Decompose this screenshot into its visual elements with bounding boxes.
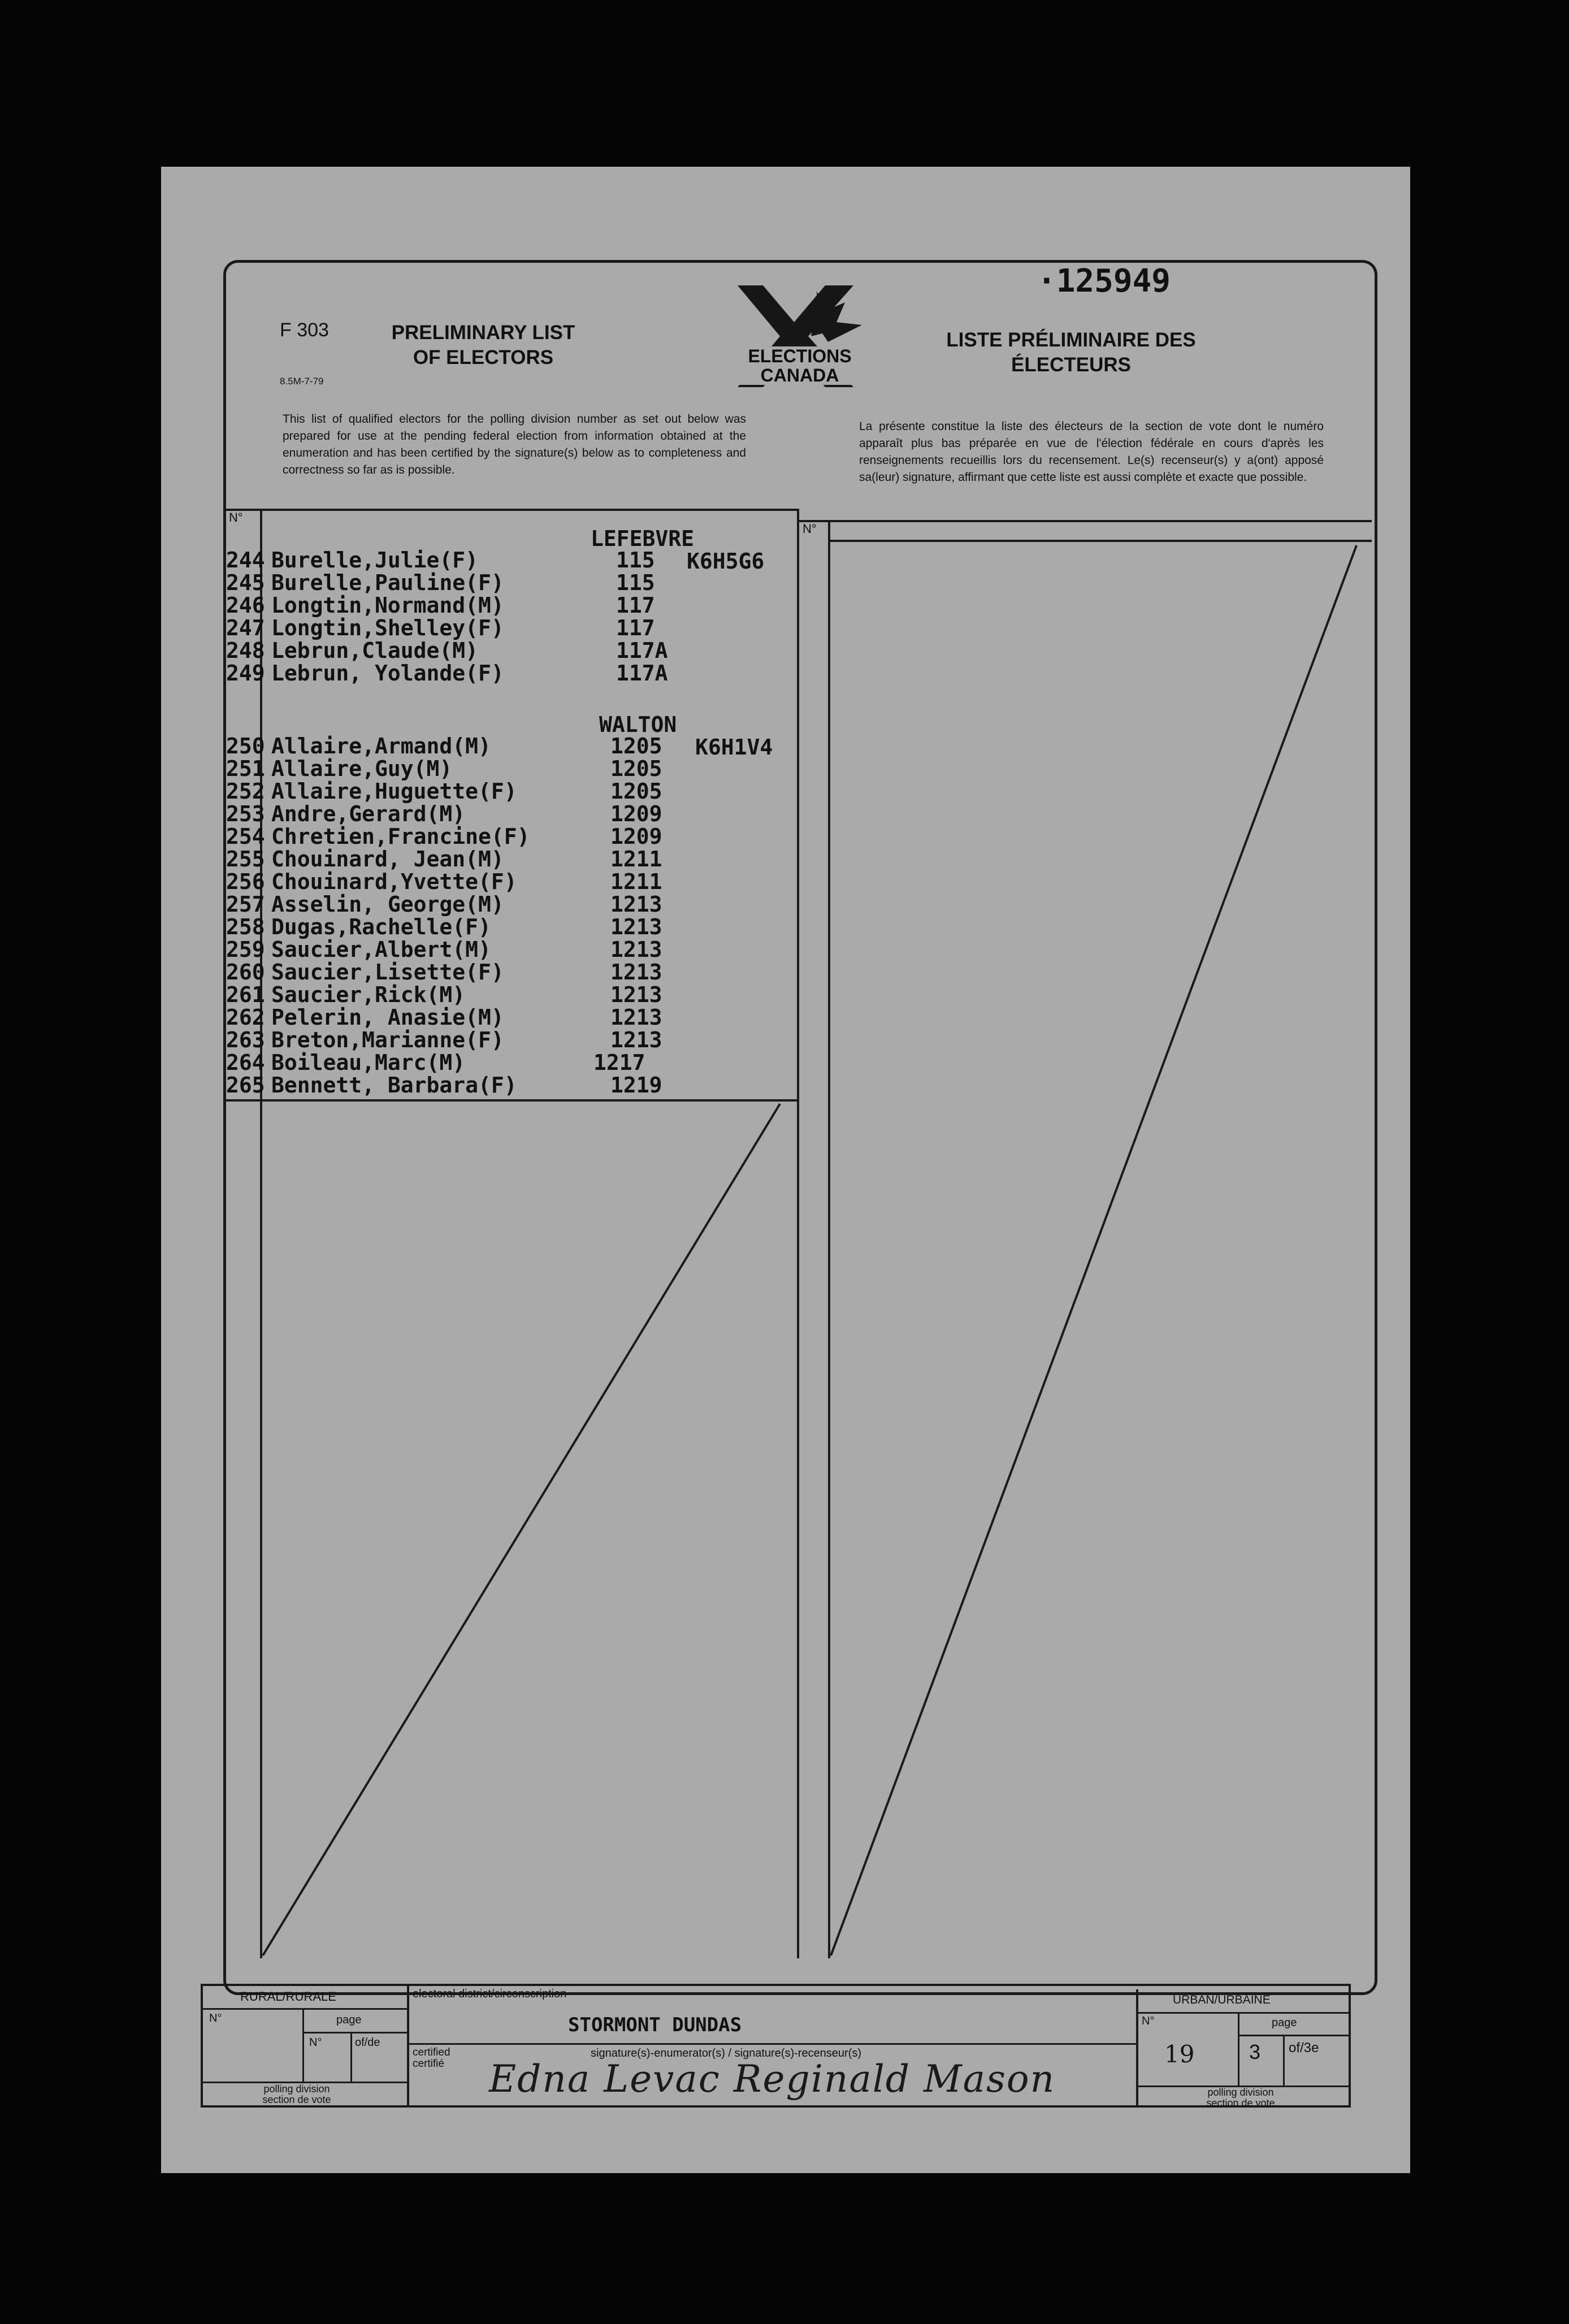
footer-urban-col [1238,2012,1239,2085]
footer-district-line [407,2043,1136,2045]
enumerator-signature: Edna Levac Reginald Mason [489,2057,1056,2101]
intro-french: La présente constitue la liste des électeurs de la section de vote dont le numéro apparaît plus bas préparée en vue de l'élection fédérale en cours d'après les renseignements recueillis lors du recensement. Le(s) recenseur(s) y a(ont) apposé sa(leur) signature, affirmant que cette liste est aussi complète et exacte que possible. [859,420,1324,484]
rural-no-label: N° [209,2012,222,2024]
signature-label: signature(s)-enumerator(s) / signature(s)-recenseur(s) [591,2047,862,2059]
logo-text: ELECTIONS CANADA [738,346,862,385]
street-name-walton: WALTON [599,712,677,737]
form-number: F 303 [280,319,329,341]
footer-bottom-line [201,2105,1351,2108]
footer-urban-subline [1136,2012,1351,2014]
form-code: 8.5M-7-79 [280,376,324,387]
footer-urban-divider [1136,1989,1138,2108]
cancel-diagonal-right [831,545,1356,1956]
col-header-no-right: N° [803,522,817,536]
footer-rural-col-2 [350,2032,352,2082]
postal-code-walton: K6H1V4 [695,735,773,760]
footer-left-edge [201,1984,203,2108]
urban-label: URBAN/URBAINE [1173,1993,1271,2006]
rural-label: RURAL/RURALE [240,1989,336,2004]
footer-rural-divider [407,1984,409,2108]
postal-code-lefebvre: K6H5G6 [687,549,765,574]
cancel-diagonal-left [263,1104,780,1956]
district-value: STORMONT DUNDAS [568,2014,742,2036]
rural-polling-label: polling division section de vote [262,2083,331,2105]
title-english: PRELIMINARY LIST OF ELECTORS [391,322,575,368]
col-header-no-left: N° [229,510,243,524]
street-name-lefebvre: LEFEBVRE [591,526,695,551]
footer-urban-col-2 [1283,2035,1285,2085]
rural-page-no-label: N° [309,2036,322,2049]
rural-of-label: of/de [355,2036,380,2049]
cancellation-strokes [161,167,1410,2173]
footer-rural-col [302,2008,304,2082]
footer-right-edge [1349,1984,1351,2108]
urban-page-no: 3 [1249,2040,1261,2063]
urban-of-label: of/3e [1289,2040,1319,2056]
certified-label: certified certifié [413,2046,450,2070]
urban-page-label: page [1272,2017,1297,2029]
footer-top-line [201,1984,1351,1986]
footer-rural-row [302,2032,407,2034]
electors-list-form: ·125949 F 303 8.5M-7-79 PRELIMINARY LIST OF ELECTORS ELECTIONS CANADA LISTE PRÉLIMINAIRE DES ÉLECTEURS This list of qualified electors for the polling division number as set out below was prepared for use at the pending federal election from information obtained at the enumeration and has been certified by the signature(s) below as to completeness and correctness so far as is possible. La présente constitue la liste des électeurs de la section de vote dont le numéro apparaît plus bas préparée en vue de l'élection fédérale en cours d'après les renseignements recueillis lors du recensement. Le(s) recenseur(s) y a(ont) apposé sa(leur) signature, affirmant que cette liste est aussi complète et exacte que possible. N° N° LEFEBVRE K6H5G6 244 Burelle,Julie(F) 115 245 Burelle,Pauline(F) 115 246 Longtin,Normand(M) 117 247 Longtin,Shelley(F) 117 248 Lebrun,Claude(M) 117A 249 Lebrun, Yolande(F) 117A WALTON K6H1V4 250 Allaire,Armand(M) 1205 251 Allaire,Guy(M) 1205 252 Allaire,Huguette(F) 1205 253 Andre,Gerard(M) 1209 254 Chretien,Francine(F) 1209 255 Chouinard, Jean(M) 1211 256 Chouinard,Yvette(F) 1211 257 Asselin, George(M) 1213 258 Dugas,Rachelle(F) 1213 259 Saucier,Albert(M) 1213 260 Saucier,Lisette(F) 1213 261 Saucier,Rick(M) 1213 262 Pelerin, Anasie(M) 1213 263 Breton,Marianne(F) 1213 264 Boileau,Marc(M) 1217 265 Bennett, Barbara(F) 1219 RURAL/RURALE N° page N° of/de polling division section de vote electoral district/circonscription STORMONT DUNDAS certified certifié signature(s)-enumerator(s) / signature(s)-recenseur(s) Edna Levac Reginald Mason URBAN/URBAINE N° page 19 3 of/3e polling division section de vote [161,167,1410,2173]
urban-no-label: N° [1142,2015,1155,2027]
title-french: LISTE PRÉLIMINAIRE DES ÉLECTEURS [946,329,1196,376]
urban-polling-no: 19 [1164,2040,1195,2068]
intro-english: This list of qualified electors for the polling division number as set out below was prepared for use at the pending federal election from information obtained at the enumeration and has been certified by the signature(s) below as to completeness and correctness so far as is possible. [283,413,746,476]
serial-number: ·125949 [1037,263,1171,300]
district-label: electoral district/circonscription [413,1988,567,2000]
urban-polling-label: polling division section de vote [1206,2087,1275,2109]
footer-urban-row [1238,2035,1351,2036]
rural-page-label: page [336,2014,362,2026]
